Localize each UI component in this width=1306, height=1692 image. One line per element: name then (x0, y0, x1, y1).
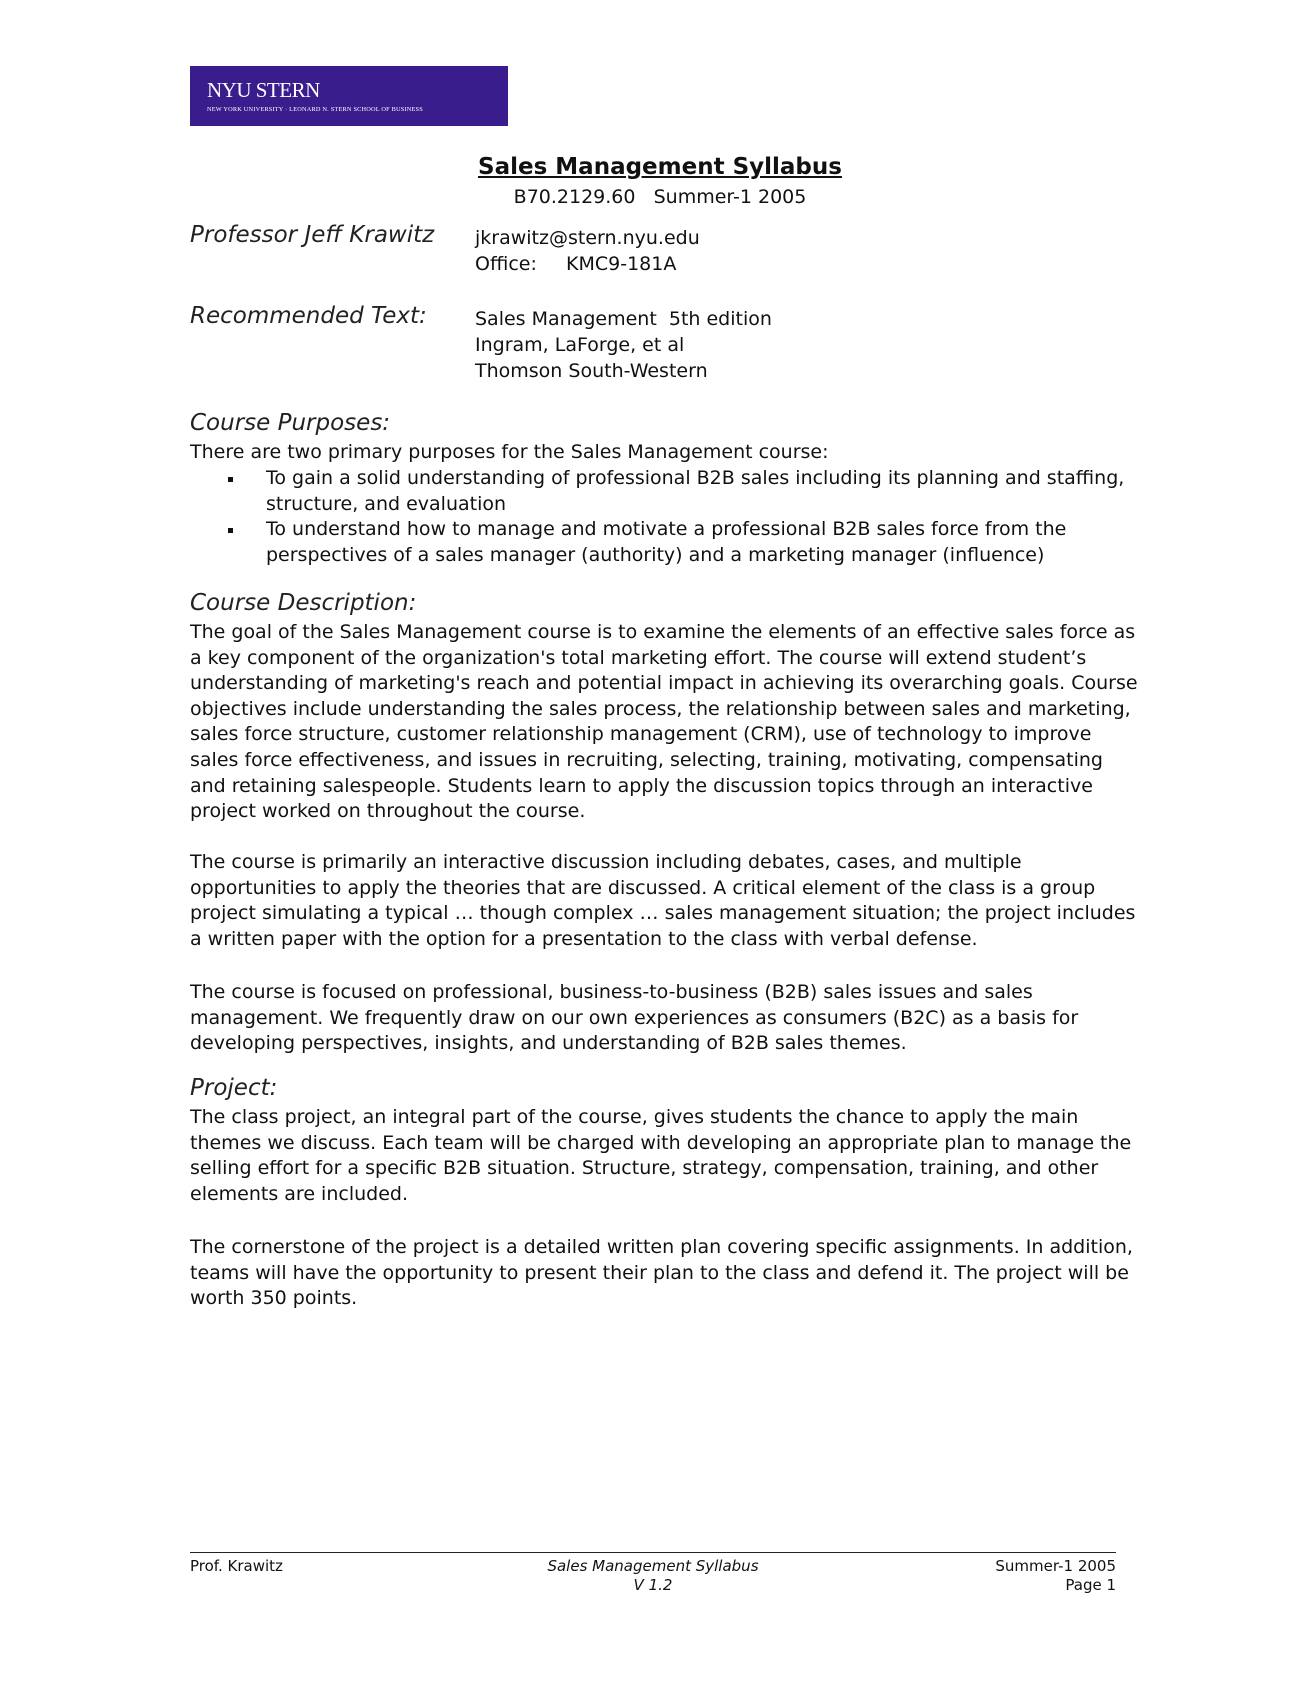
footer-author: Prof. Krawitz (190, 1557, 283, 1575)
page-title: Sales Management Syllabus (478, 154, 842, 180)
course-description-heading: Course Description: (190, 590, 417, 616)
course-code-line: B70.2129.60 Summer-1 2005 (513, 186, 807, 208)
footer-version: V 1.2 (633, 1576, 673, 1594)
recommended-text-label: Recommended Text: (190, 303, 427, 329)
course-purposes-list (190, 466, 1140, 568)
professor-label: Professor Jeff Krawitz (190, 222, 435, 248)
course-description-paragraph: The course is focused on professional, business-to-business (B2B) sales issues and sales management. We frequently draw on our own experiences as consumers (B2C) as a basis for developing perspectives, insights, and understanding of B2B sales themes. (190, 981, 1079, 1055)
project-paragraph: The cornerstone of the project is a detailed written plan covering specific assignments. In addition, teams will have the opportunity to present their plan to the class and defend it. The project will be worth 350 points. (190, 1236, 1133, 1310)
list-item-text: To gain a solid understanding of professional B2B sales including its planning and staffing, structure, and evaluation (266, 467, 1125, 515)
footer-term: Summer-1 2005 (995, 1557, 1116, 1575)
course-purposes-intro: There are two primary purposes for the Sales Management course: (190, 441, 829, 463)
course-description-paragraph: The goal of the Sales Management course is to examine the elements of an effective sales force as a key component of the organization's total marketing effort. The course will extend student’s understanding of marketing's reach and potential impact in achieving its overarching goals. Course objectives include understanding the sales process, the relationship between sales and marketing, sales force structure, customer relationship management (CRM), use of technology to improve sales force effectiveness, and issues in recruiting, selecting, training, motivating, compensating and retaining salespeople. Students learn to apply the discussion topics through an interactive project worked on throughout the course. (190, 621, 1138, 823)
professor-email: jkrawitz@stern.nyu.edu (475, 227, 700, 249)
recommended-text-line: Thomson South-Western (475, 360, 708, 382)
bullet-icon (228, 477, 233, 482)
course-description-paragraph: The course is primarily an interactive discussion including debates, cases, and multiple opportunities to apply the theories that are discussed. A critical element of the class is a group project simulating a typical … though complex … sales management situation; the project includes a written paper with the option for a presentation to the class with verbal defense. (190, 851, 1136, 950)
recommended-text-line: Sales Management 5th edition (475, 308, 772, 330)
logo-wordmark: NYU STERN (207, 78, 320, 102)
footer-doc-title (503, 1557, 803, 1595)
office-value: KMC9-181A (566, 253, 677, 275)
course-purposes-heading: Course Purposes: (190, 410, 391, 436)
list-item (190, 466, 1140, 517)
recommended-text-line: Ingram, LaForge, et al (475, 334, 685, 356)
project-heading: Project: (190, 1075, 278, 1101)
footer-title-text: Sales Management Syllabus (547, 1557, 759, 1575)
list-item-text: To understand how to manage and motivate a professional B2B sales force from the perspectives of a sales manager (authority) and a marketing manager (influence) (266, 518, 1067, 566)
list-item (190, 517, 1140, 568)
footer-term-page (900, 1557, 1116, 1595)
project-paragraph: The class project, an integral part of the course, gives students the chance to apply the main themes we discuss. Each team will be charged with developing an appropriate plan to manage the selling effort for a specific B2B situation. Structure, strategy, compensation, training, and other elements are included. (190, 1106, 1132, 1205)
office-label: Office: (475, 253, 537, 275)
nyu-stern-logo (190, 66, 508, 126)
bullet-icon (228, 528, 233, 533)
logo-tagline: NEW YORK UNIVERSITY · LEONARD N. STERN SCHOOL OF BUSINESS (207, 106, 423, 113)
footer-page-number: Page 1 (1065, 1576, 1116, 1594)
footer-divider (190, 1552, 1116, 1553)
